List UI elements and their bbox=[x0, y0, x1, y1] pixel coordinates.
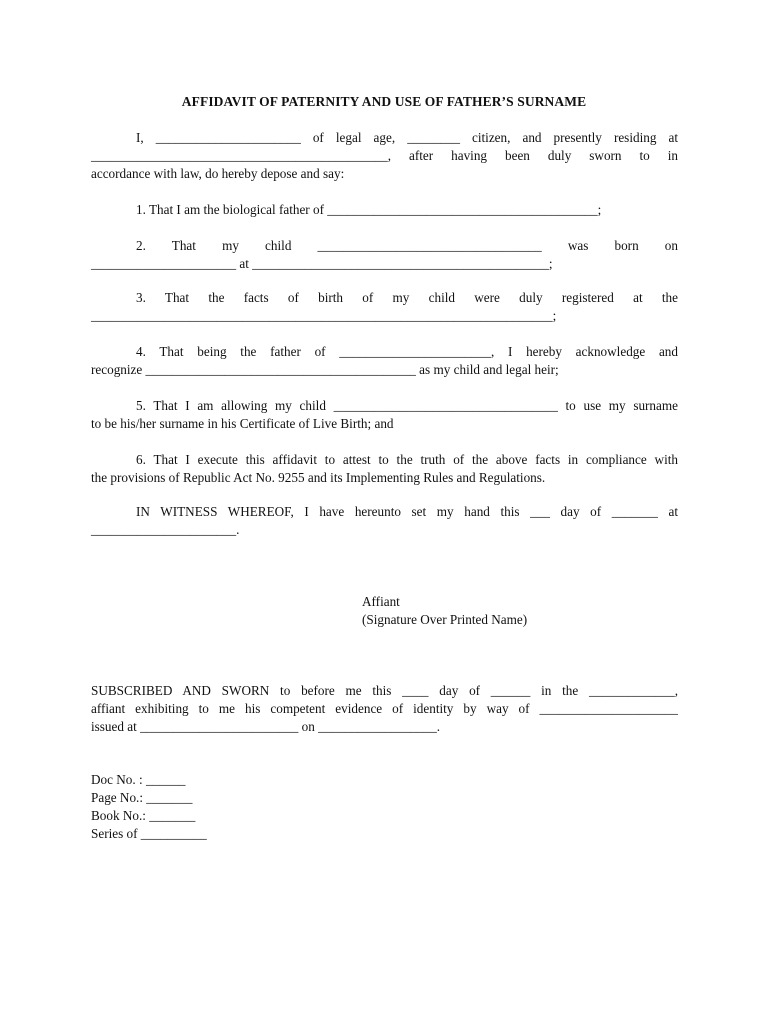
item-3-line-2: ______________________________________________________________________; bbox=[91, 308, 557, 323]
item-5-line-2: to be his/her surname in his Certificate of Live Birth; and bbox=[91, 416, 394, 431]
item-2-line-1: 2. That my child __________________________________ was born on bbox=[136, 238, 678, 253]
item-4 bbox=[91, 343, 678, 379]
jurat-line-2: affiant exhibiting to me his competent evidence of identity by way of _____________________ bbox=[91, 701, 678, 716]
document-title: AFFIDAVIT OF PATERNITY AND USE OF FATHER’S SURNAME bbox=[181, 94, 587, 109]
intro-line-1 bbox=[91, 129, 678, 147]
item-3-line-1: 3. That the facts of birth of my child were duly registered at the bbox=[136, 290, 678, 305]
item-1 bbox=[91, 201, 678, 219]
intro-paragraph bbox=[91, 129, 678, 183]
item-4-line-2: recognize _________________________________________ as my child and legal heir; bbox=[91, 362, 559, 377]
item-5-line-1: 5. That I am allowing my child __________________________________ to use my surname bbox=[136, 398, 678, 413]
witness-line-1: IN WITNESS WHEREOF, I have hereunto set my hand this ___ day of _______ at bbox=[136, 504, 678, 519]
witness-paragraph bbox=[91, 503, 678, 539]
item-6-line-2: the provisions of Republic Act No. 9255 and its Implementing Rules and Regulations. bbox=[91, 470, 546, 485]
witness-line-2: ______________________. bbox=[91, 522, 240, 537]
item-3 bbox=[91, 289, 678, 325]
book-no: Book No.: _______ bbox=[91, 808, 196, 823]
affiant-label: Affiant bbox=[362, 594, 400, 609]
item-5 bbox=[91, 397, 678, 433]
item-4-line-1: 4. That being the father of _______________________, I hereby acknowledge and bbox=[136, 344, 678, 359]
intro-line-1-text: I, ______________________ of legal age, ________ citizen, and presently residing at bbox=[136, 130, 678, 145]
item-2 bbox=[91, 237, 678, 273]
series-of: Series of __________ bbox=[91, 826, 207, 841]
signature-block bbox=[362, 593, 527, 629]
jurat-paragraph bbox=[91, 682, 678, 736]
affiant-sublabel: (Signature Over Printed Name) bbox=[362, 612, 528, 627]
page-no: Page No.: _______ bbox=[91, 790, 193, 805]
item-6-line-1: 6. That I execute this affidavit to attest to the truth of the above facts in compliance with bbox=[136, 452, 678, 467]
item-1-text: 1. That I am the biological father of _________________________________________; bbox=[136, 202, 602, 217]
item-2-line-2: ______________________ at _____________________________________________; bbox=[91, 256, 553, 271]
jurat-line-3: issued at ________________________ on __________________. bbox=[91, 719, 441, 734]
doc-no: Doc No. : ______ bbox=[91, 772, 186, 787]
intro-line-2 bbox=[91, 147, 678, 165]
jurat-line-1: SUBSCRIBED AND SWORN to before me this ____ day of ______ in the _____________, bbox=[91, 683, 678, 698]
item-6 bbox=[91, 451, 678, 487]
intro-line-2-text: _____________________________________________, after having been duly sworn to in bbox=[91, 148, 678, 163]
intro-line-3: accordance with law, do hereby depose and say: bbox=[91, 166, 345, 181]
